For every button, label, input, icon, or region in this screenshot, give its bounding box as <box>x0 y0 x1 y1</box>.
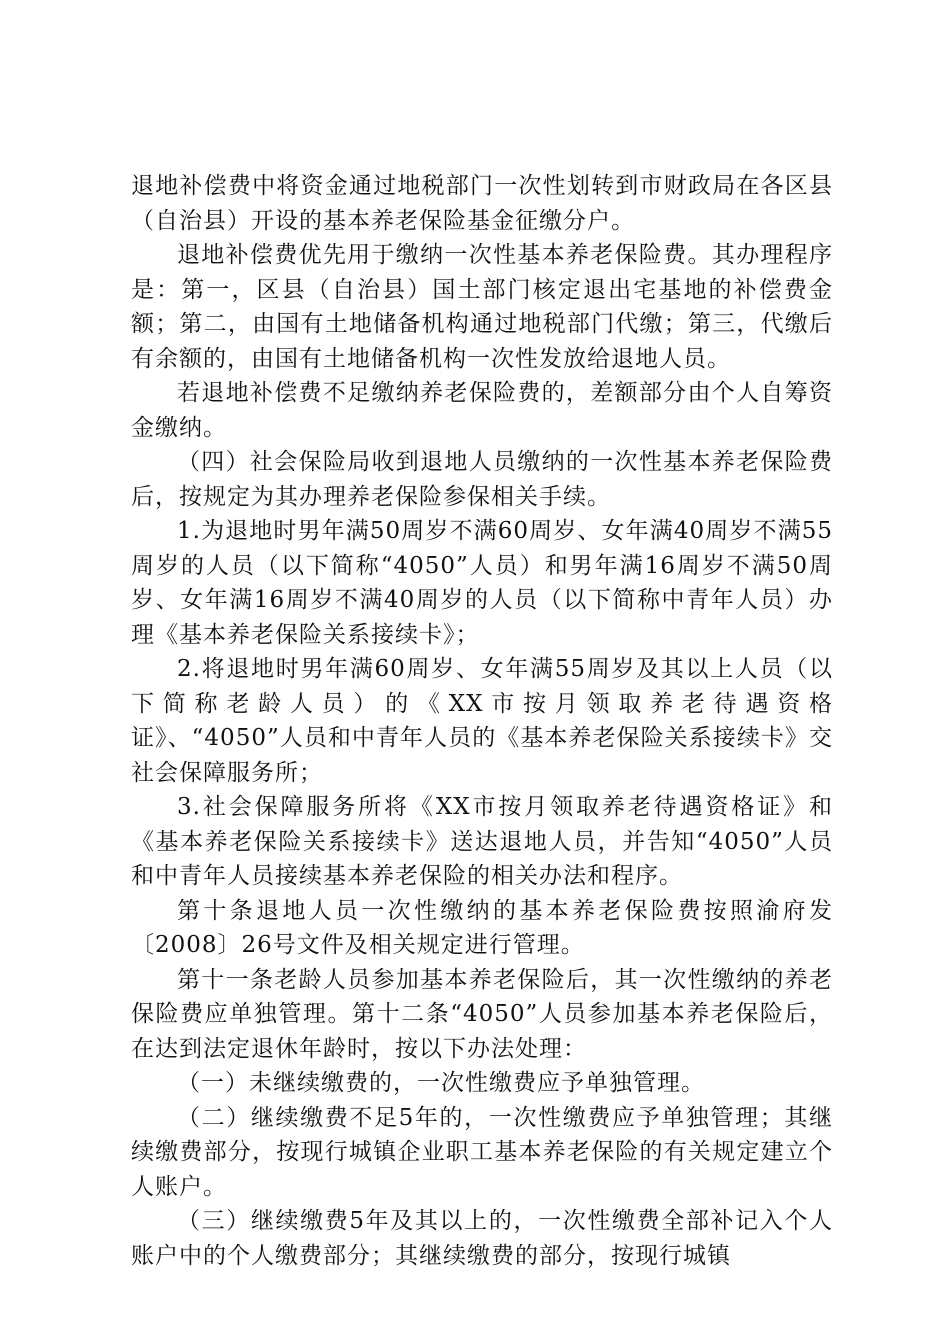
paragraph: 3.社会保障服务所将《XX市按月领取养老待遇资格证》和《基本养老保险关系接续卡》送达退地人员，并告知“4050”人员和中青年人员接续基本养老保险的相关办法和程序。 <box>131 794 833 889</box>
paragraph: （四）社会保险局收到退地人员缴纳的一次性基本养老保险费后，按规定为其办理养老保险参保相关手续。 <box>131 449 833 510</box>
document-body <box>131 169 833 1273</box>
paragraph: 第十一条老龄人员参加基本养老保险后，其一次性缴纳的养老保险费应单独管理。第十二条“4050”人员参加基本养老保险后，在达到法定退休年龄时，按以下办法处理： <box>131 966 833 1062</box>
paragraph: （二）继续缴费不足5年的，一次性缴费应予单独管理；其继续缴费部分，按现行城镇企业职工基本养老保险的有关规定建立个人账户。 <box>131 1104 833 1200</box>
paragraph: （一）未继续缴费的，一次性缴费应予单独管理。 <box>177 1070 705 1096</box>
paragraph: 退地补偿费优先用于缴纳一次性基本养老保险费。其办理程序是：第一，区县（自治县）国土部门核定退出宅基地的补偿费金额；第二，由国有土地储备机构通过地税部门代缴；第三，代缴后有余额的，由国有土地储备机构一次性发放给退地人员。 <box>131 242 833 372</box>
paragraph: （三）继续缴费5年及其以上的，一次性缴费全部补记入个人账户中的个人缴费部分；其继续缴费的部分，按现行城镇 <box>131 1208 833 1269</box>
paragraph: 1.为退地时男年满50周岁不满60周岁、女年满40周岁不满55周岁的人员（以下简称“4050”人员）和男年满16周岁不满50周岁、女年满16周岁不满40周岁的人员（以下简称中青年人员）办理《基本养老保险关系接续卡》； <box>131 518 833 648</box>
paragraph: 若退地补偿费不足缴纳养老保险费的，差额部分由个人自筹资金缴纳。 <box>131 380 833 441</box>
paragraph: 2.将退地时男年满60周岁、女年满55周岁及其以上人员（以下简称老龄人员）的《XX市按月领取养老待遇资格证》、“4050”人员和中青年人员的《基本养老保险关系接续卡》交社会保障服务所； <box>131 656 833 786</box>
paragraph: 第十条退地人员一次性缴纳的基本养老保险费按照渝府发〔2008〕26号文件及相关规定进行管理。 <box>131 897 833 958</box>
paragraph: 退地补偿费中将资金通过地税部门一次性划转到市财政局在各区县（自治县）开设的基本养老保险基金征缴分户。 <box>131 173 833 234</box>
